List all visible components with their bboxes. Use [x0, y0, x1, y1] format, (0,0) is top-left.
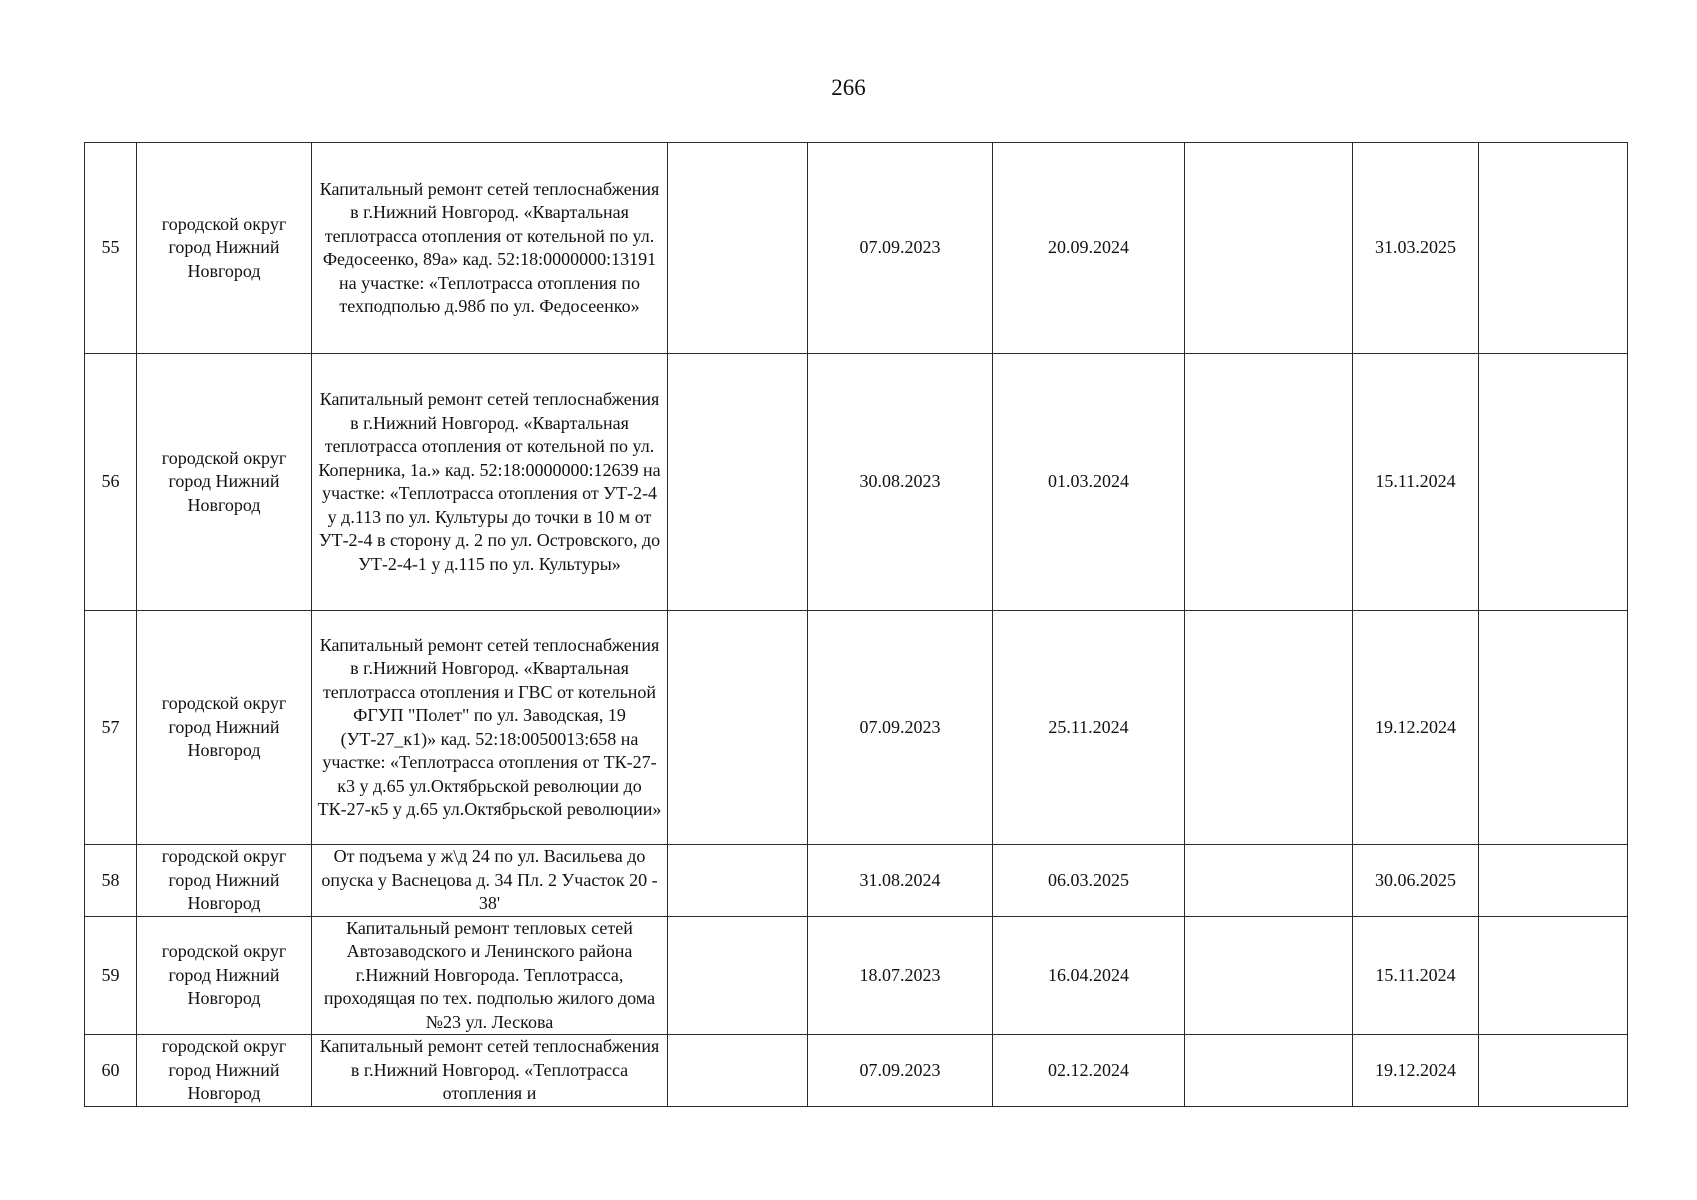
date-cell-1: 07.09.2023	[808, 1035, 993, 1107]
empty-cell	[1185, 611, 1353, 845]
date-cell-2: 16.04.2024	[993, 916, 1185, 1035]
empty-cell	[668, 611, 808, 845]
empty-cell	[1479, 143, 1628, 354]
registry-table	[84, 142, 1628, 1107]
municipality-cell: городской округ город Нижний Новгород	[137, 916, 312, 1035]
row-number: 57	[85, 611, 137, 845]
date-cell-3: 31.03.2025	[1353, 143, 1479, 354]
empty-cell	[668, 916, 808, 1035]
date-cell-1: 07.09.2023	[808, 611, 993, 845]
table-row	[85, 354, 1628, 611]
table-row	[85, 916, 1628, 1035]
table-row	[85, 1035, 1628, 1107]
empty-cell	[1479, 611, 1628, 845]
empty-cell	[1185, 143, 1353, 354]
row-number: 56	[85, 354, 137, 611]
page-number: 266	[831, 75, 866, 100]
date-cell-3: 30.06.2025	[1353, 845, 1479, 917]
date-cell-3: 15.11.2024	[1353, 354, 1479, 611]
empty-cell	[1185, 845, 1353, 917]
date-cell-3: 19.12.2024	[1353, 1035, 1479, 1107]
description-cell: Капитальный ремонт сетей теплоснабжения в г.Нижний Новгород. «Квартальная теплотрасса отопления от котельной по ул. Коперника, 1а.» кад. 52:18:0000000:12639 на участке: «Теплотрасса отопления от УТ-2-4 у д.113 по ул. Культуры до точки в 10 м от УТ-2-4 в сторону д. 2 по ул. Островского, до УТ-2-4-1 у д.115 по ул. Культуры»	[312, 354, 668, 611]
date-cell-3: 19.12.2024	[1353, 611, 1479, 845]
date-cell-2: 01.03.2024	[993, 354, 1185, 611]
empty-cell	[1185, 354, 1353, 611]
empty-cell	[668, 845, 808, 917]
description-cell: Капитальный ремонт сетей теплоснабжения в г.Нижний Новгород. «Квартальная теплотрасса отопления и ГВС от котельной ФГУП "Полет" по ул. Заводская, 19 (УТ-27_к1)» кад. 52:18:0050013:658 на участке: «Теплотрасса отопления от ТК-27-к3 у д.65 ул.Октябрьской революции до ТК-27-к5 у д.65 ул.Октябрьской революции»	[312, 611, 668, 845]
municipality-cell: городской округ город Нижний Новгород	[137, 1035, 312, 1107]
municipality-cell: городской округ город Нижний Новгород	[137, 354, 312, 611]
description-cell: Капитальный ремонт сетей теплоснабжения в г.Нижний Новгород. «Квартальная теплотрасса отопления от котельной по ул. Федосеенко, 89а» кад. 52:18:0000000:13191 на участке: «Теплотрасса отопления по техподполью д.98б по ул. Федосеенко»	[312, 143, 668, 354]
empty-cell	[1479, 354, 1628, 611]
date-cell-1: 07.09.2023	[808, 143, 993, 354]
table-row	[85, 143, 1628, 354]
municipality-cell: городской округ город Нижний Новгород	[137, 143, 312, 354]
table-row	[85, 845, 1628, 917]
date-cell-2: 06.03.2025	[993, 845, 1185, 917]
date-cell-1: 18.07.2023	[808, 916, 993, 1035]
description-cell: От подъема у ж\д 24 по ул. Васильева до опуска у Васнецова д. 34 Пл. 2 Участок 20 - 38'	[312, 845, 668, 917]
date-cell-2: 02.12.2024	[993, 1035, 1185, 1107]
row-number: 55	[85, 143, 137, 354]
row-number: 60	[85, 1035, 137, 1107]
row-number: 58	[85, 845, 137, 917]
empty-cell	[668, 143, 808, 354]
empty-cell	[1479, 845, 1628, 917]
empty-cell	[668, 354, 808, 611]
row-number: 59	[85, 916, 137, 1035]
empty-cell	[1479, 1035, 1628, 1107]
date-cell-2: 20.09.2024	[993, 143, 1185, 354]
empty-cell	[1185, 1035, 1353, 1107]
empty-cell	[1479, 916, 1628, 1035]
date-cell-2: 25.11.2024	[993, 611, 1185, 845]
empty-cell	[1185, 916, 1353, 1035]
date-cell-1: 31.08.2024	[808, 845, 993, 917]
municipality-cell: городской округ город Нижний Новгород	[137, 611, 312, 845]
municipality-cell: городской округ город Нижний Новгород	[137, 845, 312, 917]
description-cell: Капитальный ремонт тепловых сетей Автозаводского и Ленинского района г.Нижний Новгорода. Теплотрасса, проходящая по тех. подполью жилого дома №23 ул. Лескова	[312, 916, 668, 1035]
date-cell-1: 30.08.2023	[808, 354, 993, 611]
empty-cell	[668, 1035, 808, 1107]
date-cell-3: 15.11.2024	[1353, 916, 1479, 1035]
description-cell: Капитальный ремонт сетей теплоснабжения в г.Нижний Новгород. «Теплотрасса отопления и	[312, 1035, 668, 1107]
table-row	[85, 611, 1628, 845]
